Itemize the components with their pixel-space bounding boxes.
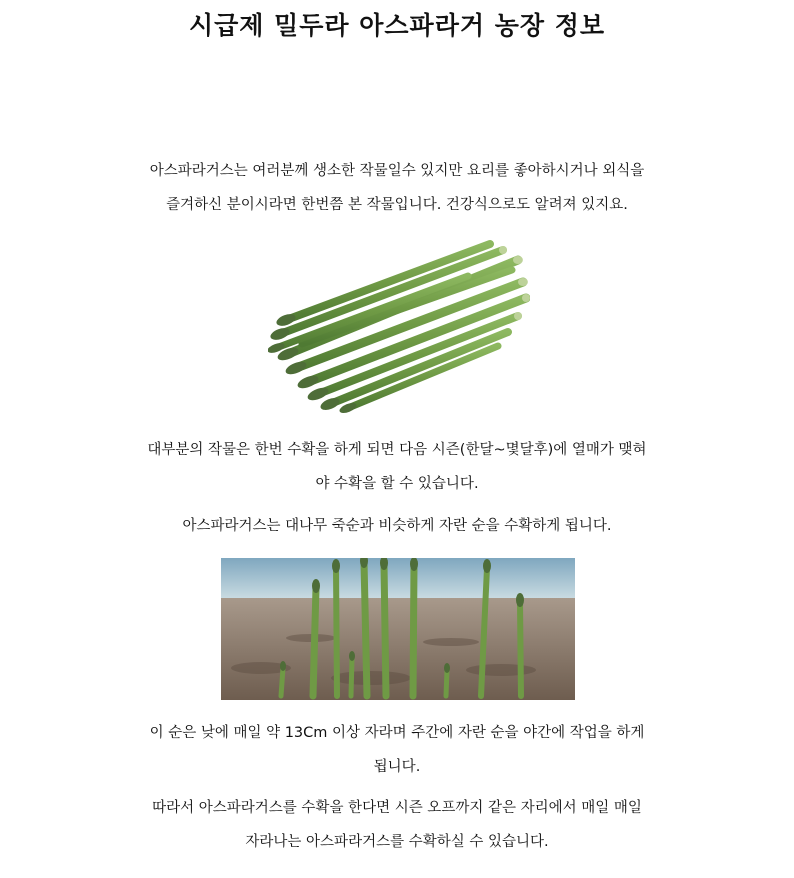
asparagus-field-image [221, 558, 575, 700]
asparagus-bundle-image [268, 236, 530, 414]
intro-paragraph [60, 154, 734, 222]
paragraph-line: 자라나는 아스파라거스를 수확하실 수 있습니다. [245, 834, 549, 850]
growth-paragraph [60, 716, 734, 784]
season-paragraph [60, 791, 734, 859]
paragraph-line: 아스파라거스는 대나무 죽순과 비슷하게 자란 순을 수확하게 됩니다. [182, 518, 612, 534]
bamboo-paragraph [60, 509, 734, 543]
paragraph-line: 야 수확을 할 수 있습니다. [315, 476, 479, 492]
paragraph-line: 됩니다. [373, 759, 421, 775]
paragraph-line: 대부분의 작물은 한번 수확을 하게 되면 다음 시즌(한달~몇달후)에 열매가 맺혀 [147, 442, 647, 458]
paragraph-line: 이 순은 낮에 매일 약 13Cm 이상 자라며 주간에 자란 순을 야간에 작업을 하게 [149, 725, 645, 741]
paragraph-line: 아스파라거스는 여러분께 생소한 작물일수 있지만 요리를 좋아하시거나 외식을 [149, 163, 645, 179]
paragraph-line: 따라서 아스파라거스를 수확을 한다면 시즌 오프까지 같은 자리에서 매일 매일 [152, 800, 642, 816]
page-title: 시급제 밀두라 아스파라거 농장 정보 [188, 11, 606, 40]
paragraph-line: 즐겨하신 분이시라면 한번쯤 본 작물입니다. 건강식으로도 알려져 있지요. [166, 197, 628, 213]
harvest-paragraph [60, 433, 734, 501]
